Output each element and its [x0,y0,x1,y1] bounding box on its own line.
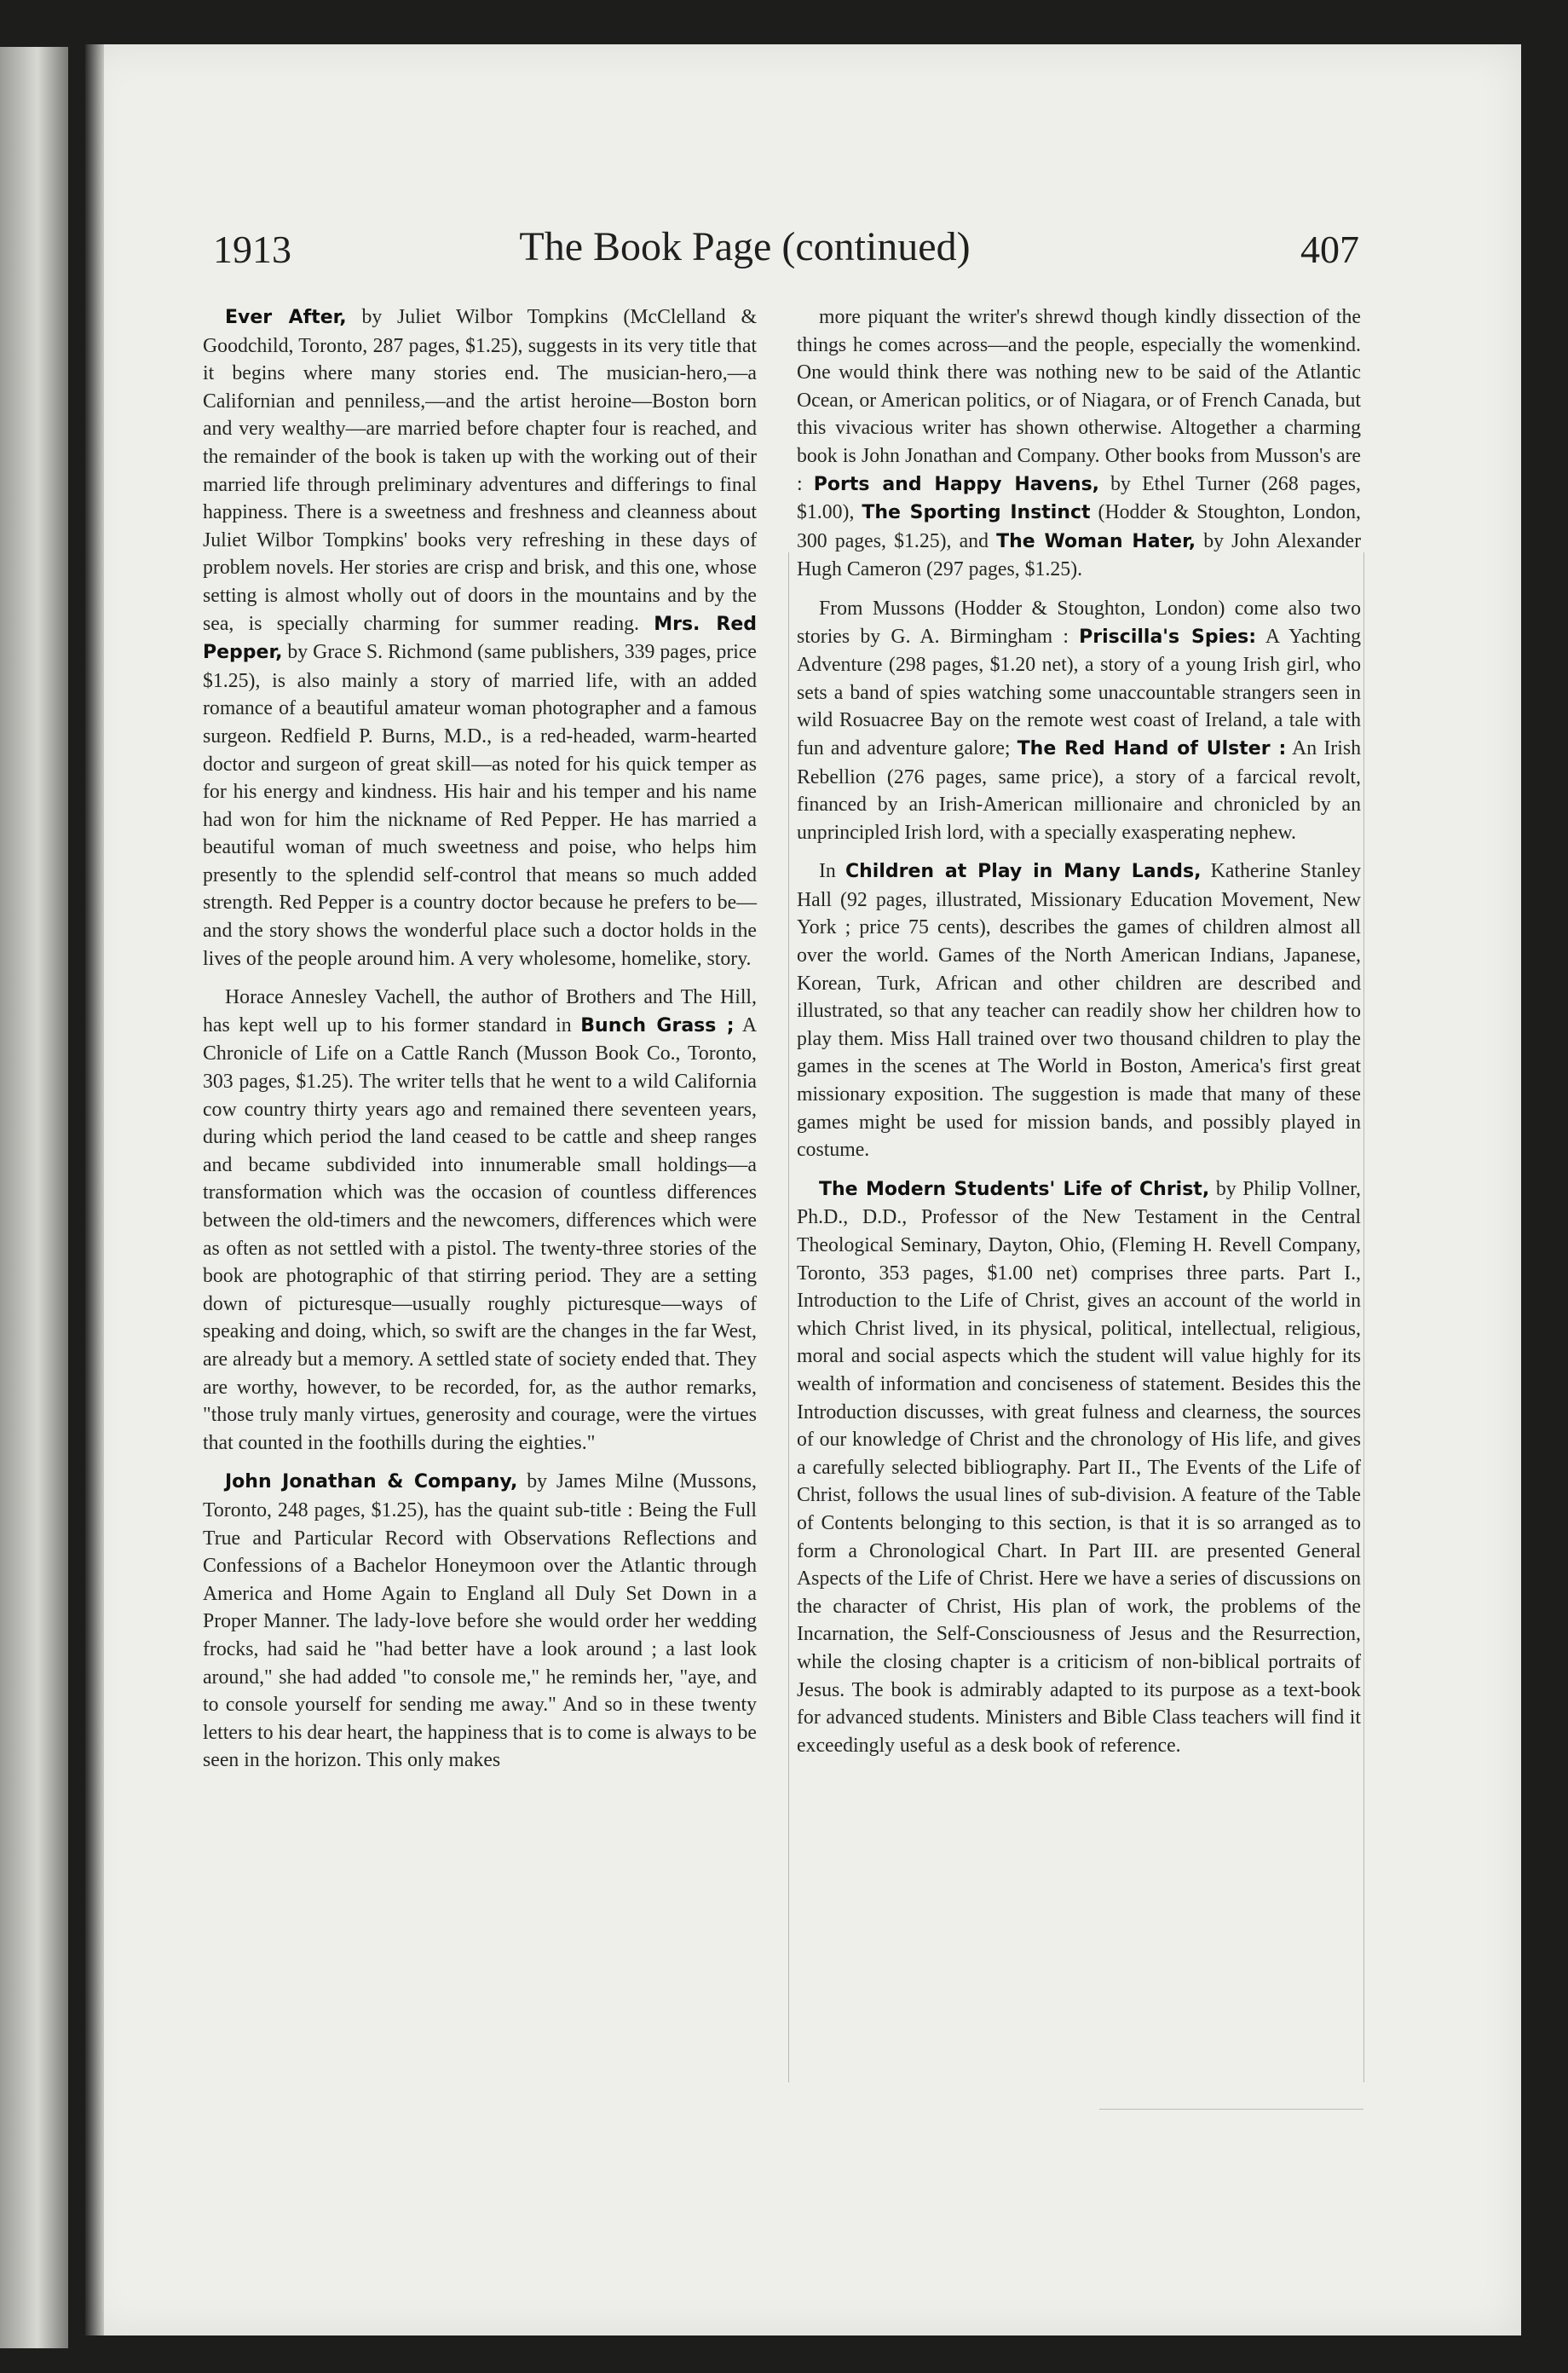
paragraph-text: In [819,860,845,883]
book-title: Bunch Grass ; [580,1014,735,1036]
book-title: The Woman Hater, [996,530,1196,552]
paragraph-text: Horace Annesley Vachell, the author of Brothers and The Hill, has kept well up to his former standard in [203,986,757,1036]
book-title: The Red Hand of Ulster : [1017,737,1287,759]
right-column [797,303,1361,1770]
header-title: The Book Page (continued) [519,224,971,269]
paragraph-text: by Philip Vollner, Ph.D., D.D., Professor of the New Testament in the Central Theological Seminary, Dayton, Ohio, (Fleming H. Revell Company, Toronto, 353 pages, $1.00 net) comprises three parts. Part I., Introduction to the Life of Christ, gives an account of the world in which Christ lived, in its physical, political, intellectual, religious, moral and social aspects which the student will value highly for its wealth of information and conciseness of statement. Besides this the Introduction discusses, with great fulness and clearness, the sources of our knowledge of Christ and the chronology of His life, and gives a carefully selected bibliography. Part II., The Events of the Life of Christ, follows the usual lines of sub-division. A feature of the Table of Contents belonging to this section, is that it is so arranged as to form a Chronological Chart. In Part III. are presented General Aspects of the Life of Christ. Here we have a series of discussions on the character of Christ, His plan of work, the problems of the Incarnation, the Self-Consciousness of Jesus and the Resurrection, while the closing chapter is a criticism of non-biblical portraits of Jesus. The book is admirably adapted to its purpose as a text-book for advanced students. Ministers and Bible Class teachers will find it exceedingly useful as a desk book of reference. [797,1177,1361,1757]
left-column [203,303,757,1786]
gutter-shadow [85,44,104,2335]
paragraph-text: Katherine Stanley Hall (92 pages, illustrated, Missionary Education Movement, New York ; price 75 cents), describes the games of children almost all over the world. Games of the North American Indians, Japanese, Korean, Turk, African and other children are described and illustrated, so that any teacher can readily show her children how to play them. Miss Hall trained over two thousand children to play the games in the scenes at The World in Boston, America's first great missionary exposition. The suggestion is made that many of these games might be used for mission bands, and possibly played in costume. [797,860,1361,1162]
paragraph-text: by John Alexander Hugh Cameron (297 pages, $1.25). [797,529,1361,581]
paragraph-text: A Yachting Adventure (298 pages, $1.20 net), a story of a young Irish girl, who sets a band of spies watching some unaccountable strangers seen in wild Rosuacree Bay on the remote west coast of Ireland, a tale with fun and adventure galore; [797,625,1361,759]
paragraph-text: by Ethel Turner (268 pages, $1.00), [797,472,1361,524]
review-paragraph [797,1175,1361,1759]
ad-border-right [1363,552,1364,2082]
paragraph-text: From Mussons (Hodder & Stoughton, London) come also two stories by G. A. Birmingham : [797,597,1361,648]
book-title: Ports and Happy Havens, [813,473,1100,495]
book-title: John Jonathan & Company, [225,1471,518,1493]
paragraph-text: more piquant the writer's shrewd though kindly dissection of the things he comes across—and the people, especially the womenkind. One would think there was nothing new to be said of the Atlantic Ocean, or American politics, or of Niagara, or of French Canada, but this vivacious writer has shown otherwise. Altogether a charming book is John Jonathan and Company. Other books from Musson's are : [797,306,1361,495]
review-paragraph [797,857,1361,1164]
adjacent-page-edge [0,47,68,2348]
paragraph-text: by James Milne (Mussons, Toronto, 248 pages, $1.25), has the quaint sub-title : Being the Full True and Particular Record with Observations Reflections and Confessions of a Bachelor Honeymoon over the Atlantic through America and Home Again to England all Duly Set Down in a Proper Manner. The lady-love before she would order her wedding frocks, had said he "had better have a look around ; a last look around," she had added "to console me," he reminds her, "aye, and to console yourself for sending me away." And so in these twenty letters to his dear heart, the happiness that is to come is always to be seen in the horizon. This only makes [203,1470,757,1772]
review-paragraph [797,595,1361,846]
paragraph-text: A Chronicle of Life on a Cattle Ranch (Musson Book Co., Toronto, 303 pages, $1.25). The writer tells that he went to a wild California cow country thirty years ago and remained there seventeen years, during which period the land ceased to be cattle and sheep ranges and became subdivided into innumerable small holdings—a transformation which was the occasion of countless differences between the old-timers and the newcomers, differences which were as often as not settled with a pistol. The twenty-three stories of the book are photographic of that stirring period. They are a setting down of picturesque—usually roughly picturesque—ways of speaking and doing, which, so swift are the changes in the far West, are already but a memory. A settled state of society ended that. They are worthy, however, to be recorded, for, as the author remarks, "those truly manly virtues, generosity and courage, were the virtues that counted in the foothills during the eighties." [203,1013,758,1454]
review-paragraph [797,303,1361,584]
ad-border-left [788,552,789,2082]
book-title: Mrs. Red Pepper, [203,613,757,664]
review-paragraph [203,984,757,1457]
page-number: 407 [1300,228,1359,271]
footer-rule [1099,2109,1363,2110]
header-year: 1913 [213,228,291,271]
review-paragraph [203,1468,757,1775]
book-title: Children at Play in Many Lands, [845,861,1202,883]
running-header [124,223,1366,283]
paragraph-text: by Juliet Wilbor Tompkins (McClelland & Goodchild, Toronto, 287 pages, $1.25), suggests in its very title that it begins where many stories end. The musician-hero,—a Californian and penniless,—and the artist heroine—Boston born and very wealthy—are married before chapter four is reached, and the remainder of the book is taken up with the working out of their married life through preliminary adventures and differings to final happiness. There is a sweetness and freshness and cleanness about Juliet Wilbor Tompkins' books very refreshing in these days of problem novels. Her stories are crisp and brisk, and this one, whose setting is almost wholly out of doors in the mountains and by the sea, is specially charming for summer reading. [203,306,757,635]
paragraph-text: (Hodder & Stoughton, London, 300 pages, $1.25), and [797,501,1362,552]
book-title: The Sporting Instinct [862,502,1091,524]
book-title: The Modern Students' Life of Christ, [819,1178,1210,1200]
review-paragraph [203,303,757,973]
book-title: Priscilla's Spies: [1079,626,1257,648]
book-title: Ever After, [225,307,347,328]
paragraph-text: An Irish Rebellion (276 pages, same price), a story of a farcical revolt, financed by an Irish-American millionaire and chronicled by an unprincipled Irish lord, with a specially exasperating nephew. [797,736,1361,844]
paragraph-text: by Grace S. Richmond (same publishers, 339 pages, price $1.25), is also mainly a story of married life, with an added romance of a beautiful amateur woman photographer and a famous surgeon. Redfield P. Burns, M.D., is a red-headed, warm-hearted doctor and surgeon of great skill—as noted for his quick temper as for his energy and kindness. His hair and his temper and his name had won for him the nickname of Red Pepper. He has married a beautiful woman of much sweetness and poise, who helps him presently to the splendid self-control that means so much added strength. Red Pepper is a country doctor because he prefers to be—and the story shows the wonderful place such a doctor holds in the lives of the people around him. A very wholesome, homelike, story. [203,641,757,970]
